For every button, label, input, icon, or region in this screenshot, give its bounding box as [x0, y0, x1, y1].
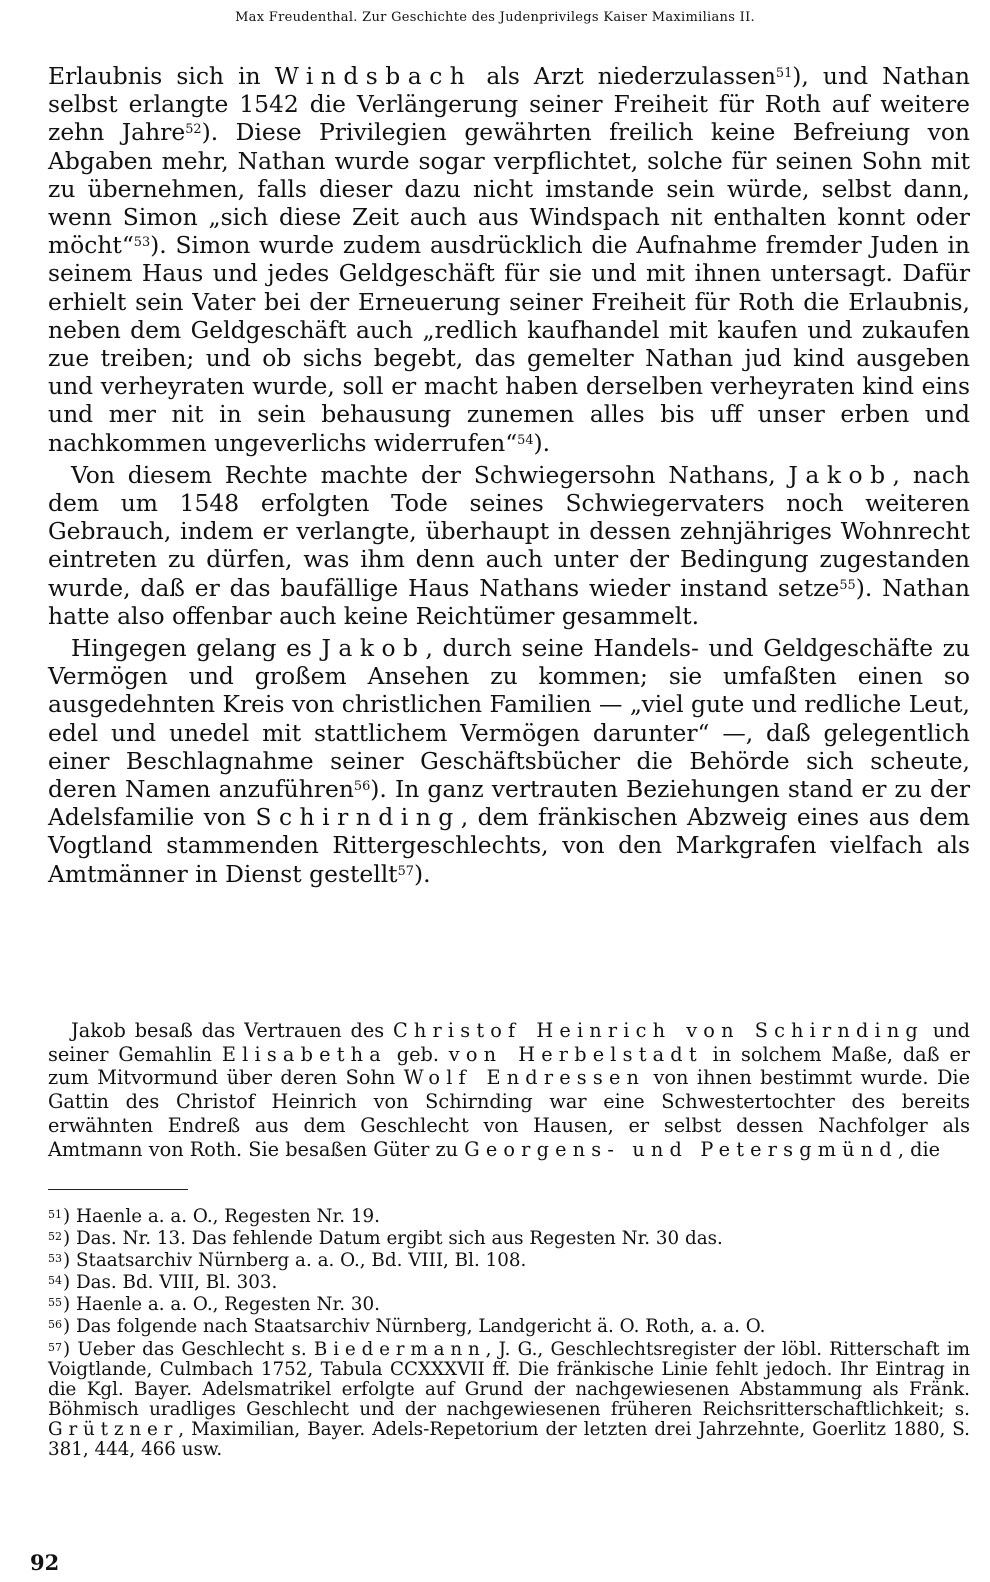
spaced-emphasis: Georgens- und Petersgmünd	[464, 1137, 898, 1161]
text-run: , Maximilian, Bayer. Adels-Repetorium der letzten drei Jahrzehnte, Goerlitz 1880, S. 381, 444, 466 usw.	[48, 1418, 970, 1461]
spaced-emphasis: Biedermann	[313, 1338, 486, 1360]
text-run: Das. Nr. 13. Das fehlende Datum ergibt sich aus Regesten Nr. 30 das.	[75, 1228, 723, 1250]
footnote	[48, 1227, 970, 1249]
running-header: Max Freudenthal. Zur Geschichte des Judenprivilegs Kaiser Maximilians II.	[235, 10, 755, 25]
text-run: , die	[897, 1137, 941, 1161]
footnote	[48, 1315, 970, 1337]
text-run: Haenle a. a. O., Regesten Nr. 19.	[75, 1206, 380, 1227]
footnote-reference: 54	[517, 432, 534, 448]
text-run: ). Simon wurde zudem ausdrücklich die Aufnahme fremder Juden in seinem Haus und jedes Geldgeschäft für sie und mit ihnen untersagt. Dafür erhielt sein Vater bei der Erneuerung seiner Freiheit für Roth die Erlaubnis, neben dem Geldgeschäft auch „redlich kaufhandel mit kaufen und zukaufen zue treiben; und ob sichs begebt, das gemelter Nathan jud kind ausgeben und verheyraten wurde, soll er macht haben derselben verheyraten kind eins und mer nit in sein behausung zunemen alles bis uff unser erben und nachkommen ungeverlichs widerrufen“	[48, 231, 970, 457]
footnote-number: 51	[48, 1208, 62, 1221]
text-run: Jakob besaß das Vertrauen des	[71, 1019, 393, 1042]
text-run: in solchem Maße, daß er zum Mitvormund über deren Sohn	[48, 1042, 971, 1090]
spaced-emphasis: Jakob	[321, 634, 426, 663]
footnotes	[48, 1205, 970, 1460]
footnote-number: 55	[48, 1296, 62, 1310]
small-print-paragraph	[48, 1019, 970, 1161]
footnote-paren: )	[63, 1338, 78, 1360]
footnote-paren: )	[63, 1206, 76, 1227]
footnote-number: 53	[48, 1252, 62, 1266]
footnote-number: 57	[48, 1340, 62, 1354]
spaced-emphasis: Wolf Endressen	[403, 1066, 646, 1090]
text-run: Von diesem Rechte machte der Schwiegersohn Nathans,	[71, 460, 789, 489]
footnote-reference: 56	[353, 779, 371, 794]
footnote-paren: )	[63, 1316, 76, 1338]
spaced-emphasis: Windsbach	[274, 62, 473, 90]
footnote-paren: )	[63, 1272, 76, 1294]
text-run: Staatsarchiv Nürnberg a. a. O., Bd. VIII, Bl. 108.	[75, 1250, 527, 1272]
text-run: , J. G., Geschlechtsregister der löbl. Ritterschaft im Voigtlande, Culmbach 1752, Tabula CCXXXVII ff. Die fränkische Linie fehlt jedoch. Ihr Eintrag in die Kgl. Bayer. Adelsmatrikel erfolgte auf Grund der nachgewiesenen Abstammung als Fränk. Böhmisch uradliges Geschlecht und der nachgewiesenen früheren Reichsritterschaftlichkeit; s.	[48, 1338, 971, 1420]
spaced-emphasis: Christof Heinrich von Schirnding	[393, 1019, 924, 1042]
body-paragraph	[48, 461, 970, 630]
text-run: Erlaubnis sich in	[48, 62, 275, 90]
text-run: als Arzt niederzulassen	[472, 62, 776, 90]
spaced-emphasis: Jakob	[788, 460, 893, 489]
text-run: geb.	[386, 1042, 449, 1066]
spaced-emphasis: Schirnding	[255, 803, 461, 832]
footnote-rule	[48, 1189, 188, 1190]
text-run: Haenle a. a. O., Regesten Nr. 30.	[75, 1294, 380, 1316]
text-run: ).	[413, 859, 431, 888]
text-run: Das. Bd. VIII, Bl. 303.	[75, 1272, 278, 1294]
footnote	[48, 1205, 970, 1227]
text-run: ).	[533, 428, 551, 457]
text-run: ). Diese Privilegien gewährten freilich keine Befreiung von Abgaben mehr, Nathan wurde sogar verpflichtet, solche für seinen Sohn mit zu übernehmen, falls dieser dazu nicht imstande sein würde, selbst dann, wenn Simon „sich diese Zeit auch aus Windspach nit enthalten konnt oder möcht“	[48, 118, 970, 260]
body-paragraph	[48, 62, 970, 457]
text-run: Hingegen gelang es	[71, 634, 322, 663]
footnote-number: 52	[48, 1230, 62, 1244]
small-print-text	[48, 1019, 970, 1161]
footnote-paren: )	[63, 1228, 76, 1250]
text-run: , durch seine Handels- und Geldgeschäfte zu Vermögen und großem Ansehen zu kommen; sie umfaßten einen so ausgedehnten Kreis von christlichen Familien — „viel gute und redliche Leut, edel und unedel mit stattlichem Vermögen darunter“ —, daß gelegentlich einer Beschlagnahme seiner Geschäftsbücher die Behörde sich scheute, deren Namen anzuführen	[48, 634, 971, 804]
text-run: , dem fränkischen Abzweig eines aus dem Vogtland stammenden Rittergeschlechts, von den Markgrafen vielfach als Amtmänner in Dienst gestellt	[48, 803, 970, 888]
footnote-number: 54	[48, 1274, 62, 1288]
footnote-reference: 53	[133, 235, 151, 251]
text-run: Das folgende nach Staatsarchiv Nürnberg, Landgericht ä. O. Roth, a. a. O.	[75, 1316, 766, 1338]
footnote-paren: )	[63, 1250, 76, 1272]
footnote	[48, 1293, 970, 1315]
text-run: Ueber das Geschlecht s.	[77, 1338, 314, 1360]
footnote-reference: 57	[397, 863, 414, 879]
text-run: von ihnen bestimmt wurde. Die Gattin des Christof Heinrich von Schirnding war eine Schwestertochter des bereits erwähnten Endreß aus dem Geschlecht von Hausen, er selbst dessen Nachfolger als Amtmann von Roth. Sie besaßen Güter zu	[48, 1066, 970, 1161]
main-text	[48, 62, 970, 888]
footnote-reference: 55	[839, 577, 856, 593]
footnote	[48, 1338, 970, 1461]
page-number: 92	[30, 1550, 60, 1575]
spaced-emphasis: Grützner	[48, 1418, 179, 1440]
spaced-emphasis: von Herbelstadt	[448, 1042, 703, 1066]
footnote-reference: 51	[775, 65, 793, 81]
footnote	[48, 1271, 970, 1293]
footnote-paren: )	[63, 1294, 76, 1316]
footnote	[48, 1249, 970, 1271]
text-run: ). Nathan hatte also offenbar auch keine Reichtümer gesammelt.	[48, 573, 970, 630]
spaced-emphasis: Elisabetha	[221, 1042, 387, 1066]
body-paragraph	[48, 634, 970, 888]
text-run: ). In ganz vertrauten Beziehungen stand er zu der Adelsfamilie von	[48, 775, 971, 832]
text-run: , nach dem um 1548 erfolgten Tode seines Schwiegervaters noch weiteren Gebrauch, indem er verlangte, überhaupt in dessen zehnjähriges Wohnrecht eintreten zu dürfen, was ihm denn auch unter der Bedingung zugestanden wurde, daß er das baufällige Haus Nathans wieder instand setze	[48, 460, 970, 602]
text-run: ), und Nathan selbst erlangte 1542 die Verlängerung seiner Freiheit für Roth auf weitere zehn Jahre	[48, 62, 970, 147]
text-run: und seiner Gemahlin	[48, 1019, 970, 1066]
footnote-number: 56	[48, 1318, 62, 1332]
footnote-reference: 52	[185, 122, 202, 138]
